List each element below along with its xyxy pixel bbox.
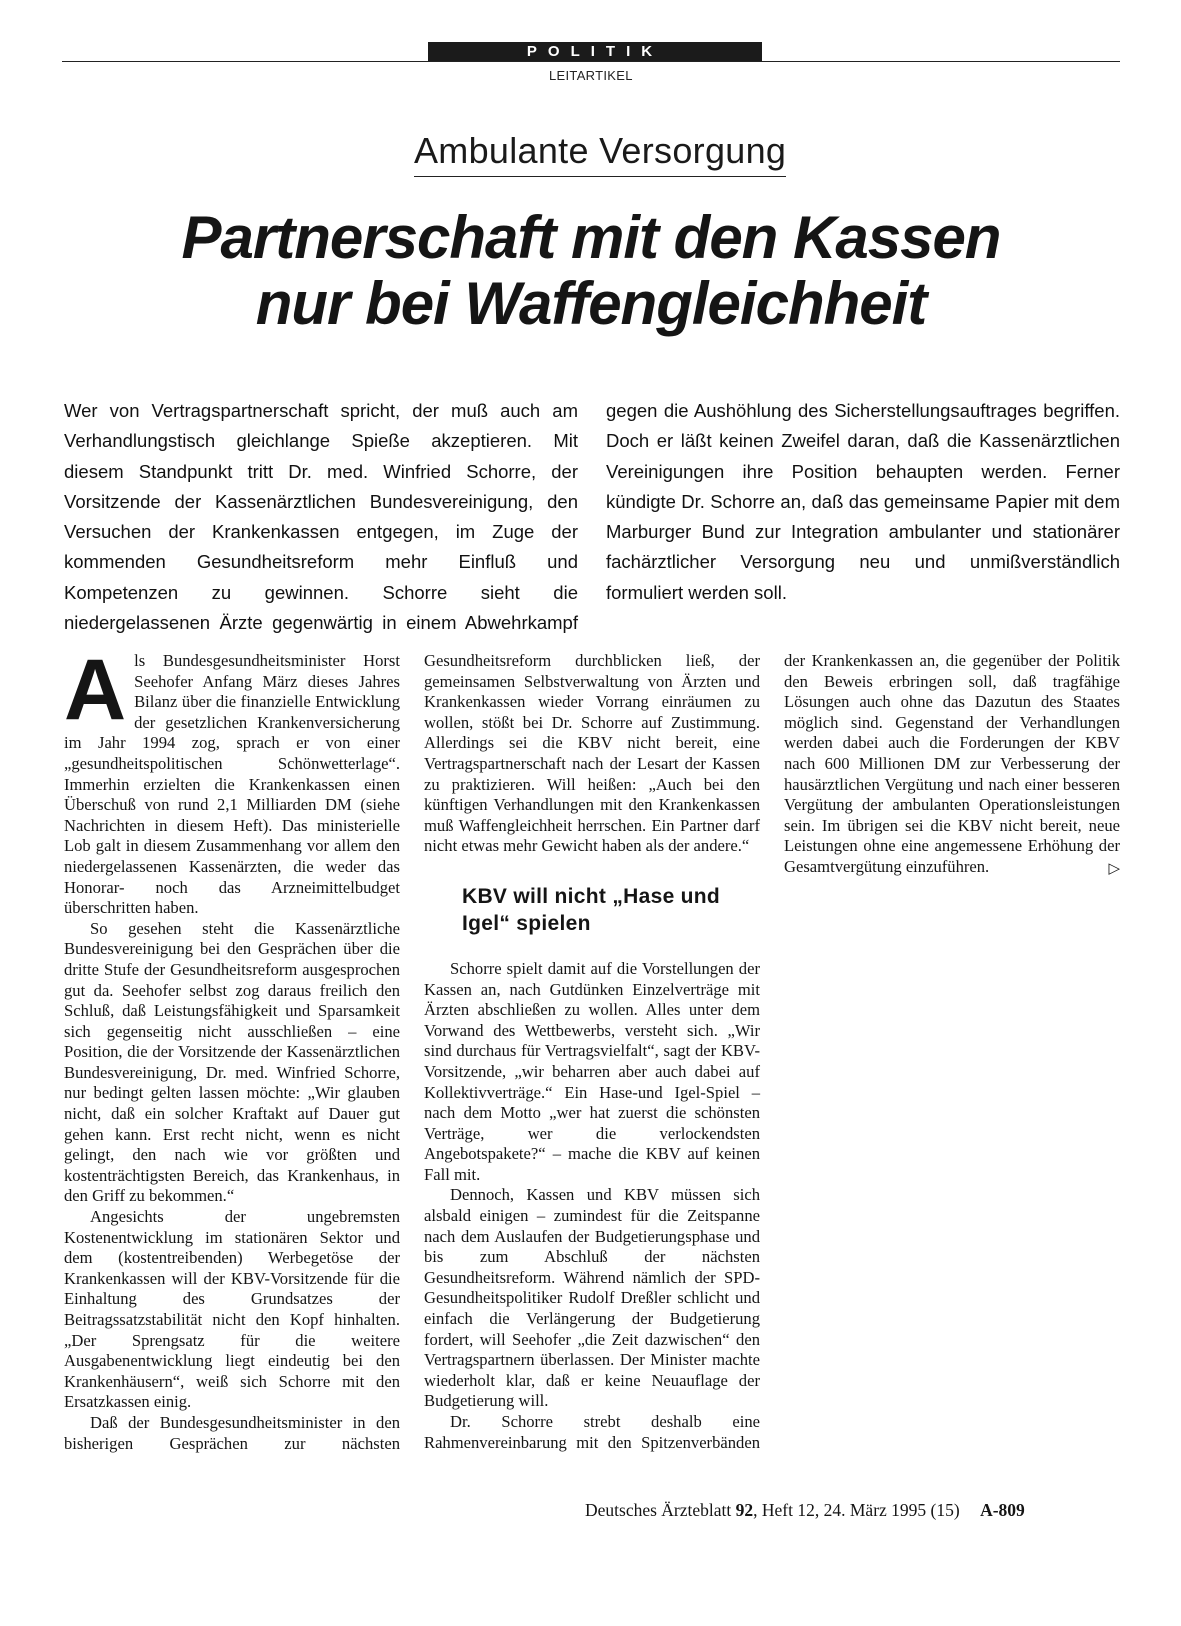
- section-label: POLITIK: [428, 42, 762, 62]
- headline-line-1: Partnerschaft mit den Kassen: [181, 204, 1001, 271]
- body-paragraph: Daß der Bundesgesundheitsminister in den bisherigen Gesprächen zur nächsten Gesundheitsreform durchblicken ließ, der gemeinsamen Selbstverwaltung von Ärzten und Krankenkassen wieder Vorrang einräumen zu wollen, stößt bei Dr. Schorre auf Zustimmung. Allerdings sei die KBV nicht bereit, eine Vertragspartnerschaft nach der Lesart der Kassen zu praktizieren. Will heißen: „Auch bei den künftigen Verhandlungen mit den Krankenkassen muß Waffengleichheit herrschen. Ein Partner darf nicht etwas mehr Gewicht haben als der andere.“: [64, 651, 760, 1453]
- journal-name: Deutsches Ärzteblatt: [585, 1500, 732, 1520]
- page-footer: [585, 1500, 1025, 1521]
- body-paragraph: Dennoch, Kassen und KBV müssen sich alsbald einigen – zumindest für die Zeitspanne nach dem Auslaufen der Budgetierungsphase und bis zum Abschluß der nächsten Gesundheitsreform. Während nämlich der SPD-Gesundheitspolitiker Rudolf Dreßler schlicht und einfach die Verlängerung der Budgetierung fordert, will Seehofer „die Zeit dazwischen“ den Vertragspartnern überlassen. Der Minister machte wiederholt klar, daß er keine Neuauflage der Budgetierung will.: [424, 1185, 760, 1411]
- article-headline: [62, 205, 1120, 337]
- headline-line-2: nur bei Waffengleichheit: [255, 270, 927, 337]
- page-number: A-809: [980, 1500, 1025, 1520]
- header-rule: [62, 61, 1120, 62]
- body-paragraph-text: Dr. Schorre strebt deshalb eine Rahmenvereinbarung mit den Spitzenverbänden der Krankenkassen an, die gegenüber der Politik den Beweis erbringen soll, daß tragfähige Lösungen auch ohne das Dazutun des Staates möglich sind. Gegenstand der Verhandlungen werden dabei auch die Forderungen der KBV nach 600 Millionen DM zur Verbesserung der hausärztlichen Vergütung und nach einer besseren Vergütung der ambulanten Operationsleistungen sein. Im übrigen sei die KBV nicht bereit, neue Leistungen ohne eine angemessene Erhöhung der Gesamtvergütung einzuführen.: [424, 651, 1120, 1452]
- article-body: [64, 642, 1120, 1471]
- body-paragraph: Schorre spielt damit auf die Vorstellungen der Kassen an, nach Gutdünken Einzelverträge mit Ärzten abschließen zu wollen. Alles unter dem Vorwand des Wettbewerbs, versteht sich. „Wir sind durchaus für Vertragsvielfalt“, sagt der KBV-Vorsitzende, „wir beharren aber auch dabei auf Kollektivverträge.“ Ein Hase-und Igel-Spiel – nach dem Motto „wer hat zuerst die schönsten Verträge, wer die verlockendsten Angebotspakete?“ – mache die KBV auf keinen Fall mit.: [424, 958, 760, 1184]
- article-subhead: KBV will nicht „Hase und Igel“ spielen: [462, 884, 721, 935]
- body-paragraph: So gesehen steht die Kassenärztliche Bundesvereinigung bei den Gesprächen über die dritte Stufe der Gesundheitsreform ausgesprochen gut da. Seehofer selbst zog daraus freilich den Schluß, daß Leistungsfähigkeit und Sparsamkeit sich gegenseitig nicht ausschließen – eine Position, die der Vorsitzende der Kassenärztlichen Bundesvereinigung, Dr. med. Winfried Schorre, nur bedingt gelten lassen möchte: „Wir glauben nicht, daß ein solcher Kraftakt auf Dauer gut gehen kann. Erst recht nicht, wenn es nicht gelingt, den nach wie vor größten und kostenträchtigsten Bereich, das Krankenhaus, in den Griff zu bekommen.“: [64, 918, 400, 1206]
- body-paragraph: [64, 642, 400, 919]
- continue-arrow-icon: ▷: [1108, 860, 1120, 877]
- article-lead: Wer von Vertragspartnerschaft spricht, der muß auch am Verhandlungstisch gleichlange Spieße akzeptieren. Mit diesem Standpunkt tritt Dr. med. Winfried Schorre, der Vorsitzende der Kassenärztlichen Bundesvereinigung, den Versuchen der Krankenkassen entgegen, im Zuge der kommenden Gesundheitsreform mehr Einfluß und Kompetenzen zu gewinnen. Schorre sieht die niedergelassenen Ärzte gegenwärtig in einem Abwehrkampf gegen die Aushöhlung des Sicherstellungsauftrages begriffen. Doch er läßt keinen Zweifel daran, daß die Kassenärztlichen Vereinigungen ihre Position behaupten werden. Ferner kündigte Dr. Schorre an, daß das gemeinsame Papier mit dem Marburger Bund zur Integration ambulanter und stationärer fachärztlicher Versorgung neu und unmißverständlich formuliert werden soll.: [64, 400, 1120, 634]
- journal-volume: 92: [735, 1500, 754, 1520]
- drop-cap: A: [64, 642, 127, 738]
- issue-date: , Heft 12, 24. März 1995 (15): [753, 1500, 960, 1520]
- section-subtitle: LEITARTIKEL: [549, 68, 633, 83]
- body-paragraph: Angesichts der ungebremsten Kostenentwicklung im stationären Sektor und dem (kostentreibenden) Werbegetöse der Krankenkassen will der KBV-Vorsitzende für die Einhaltung des Grundsatzes der Beitragssatzstabilität nicht den Kopf hinhalten. „Der Sprengsatz für die weitere Ausgabenentwicklung liegt eindeutig bei den Krankenhäusern“, weiß sich Schorre mit den Ersatzkassen einig.: [64, 1207, 400, 1412]
- body-paragraph-text: ls Bundesgesundheitsminister Horst Seehofer Anfang März dieses Jahres Bilanz über die finanzielle Entwicklung der gesetzlichen Krankenversicherung im Jahr 1994 zog, sprach er von einer „gesundheitspolitischen Schönwetterlage“. Immerhin erzielten die Krankenkassen einen Überschuß von rund 2,1 Milliarden DM (siehe Nachrichten in diesem Heft). Das ministerielle Lob galt in diesem Zusammenhang vor allem den niedergelassenen Kassenärzten, die weder das Honorar- noch das Arzneimittelbudget überschritten haben.: [64, 651, 400, 918]
- article-kicker: Ambulante Versorgung: [414, 130, 786, 177]
